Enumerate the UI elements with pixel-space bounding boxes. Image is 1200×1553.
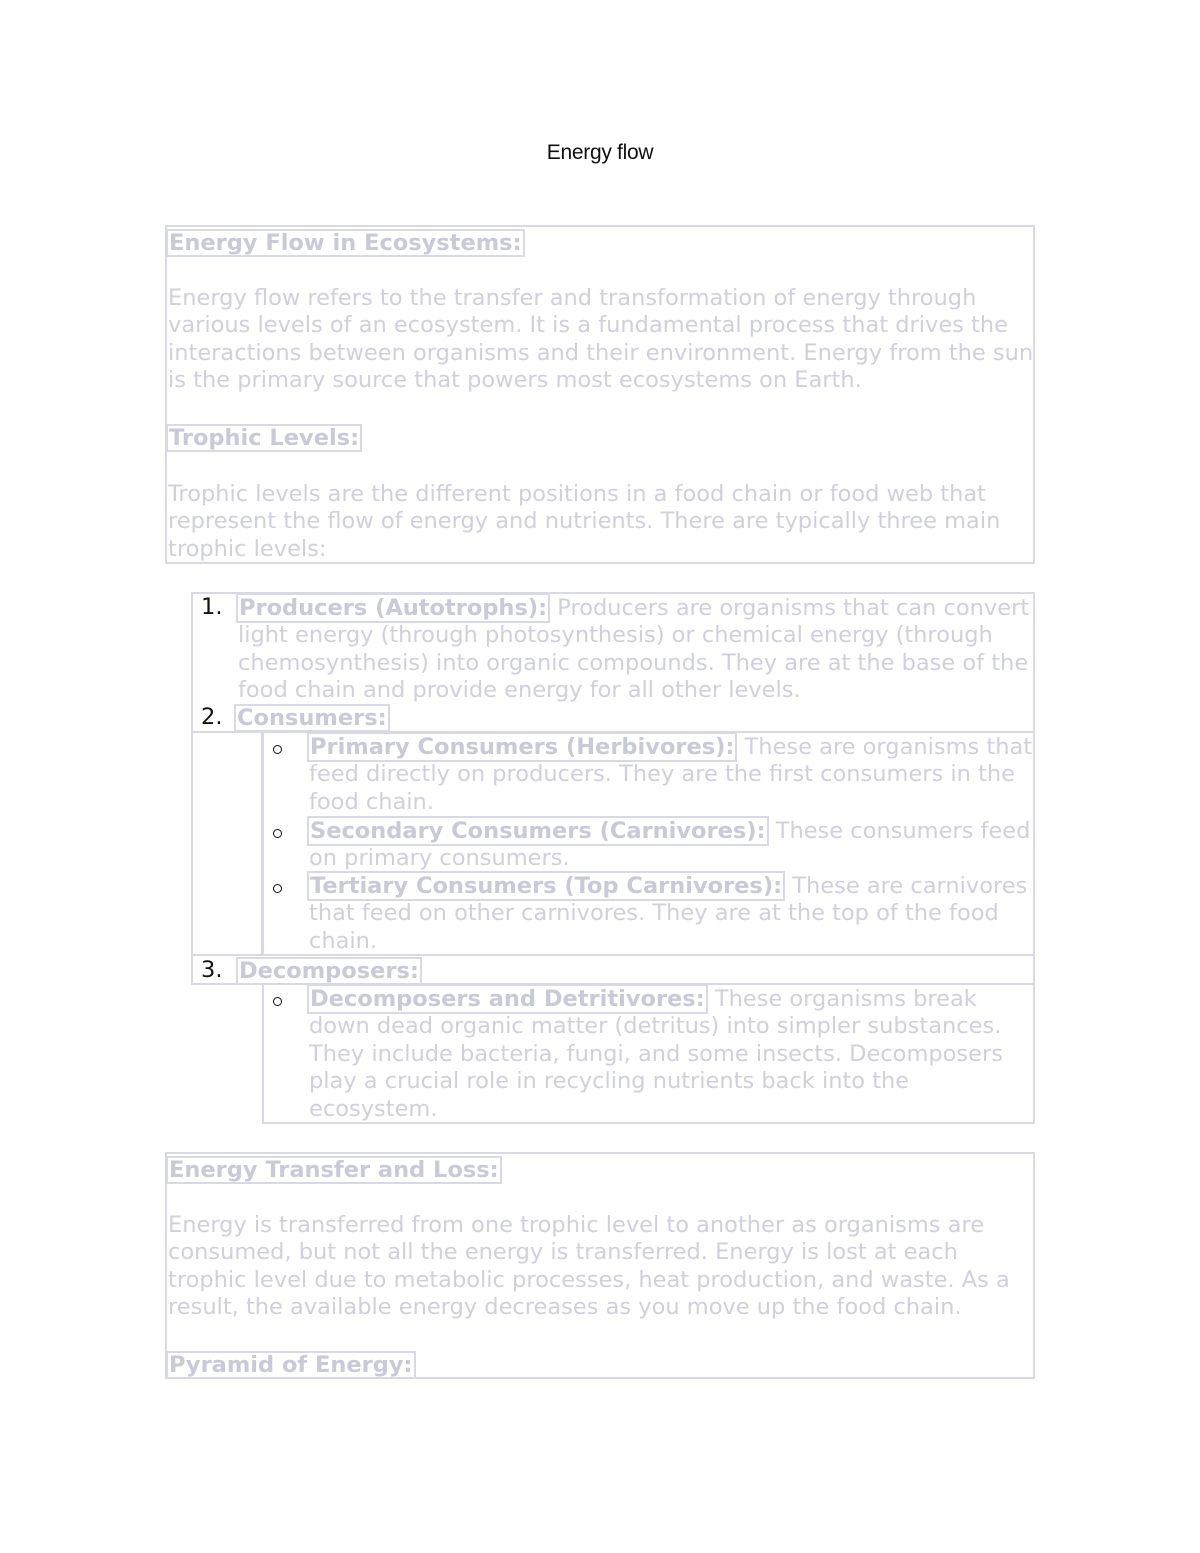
bullet-icon [273, 745, 282, 754]
sublist-text-tertiary: These are carnivores that feed on other carnivores. They are at the top of the food chain. [309, 873, 1028, 954]
bullet-icon [273, 829, 282, 838]
sublist-item-primary [309, 734, 1033, 816]
sublist-item-secondary [309, 818, 1033, 873]
list-label-producers: Producers (Autotrophs): [236, 593, 550, 623]
list-text-producers: Producers are organisms that can convert light energy (through photosynthesis) or chemical energy (through chemosynthesis) into organic compounds. They are at the base of the food chain and provide energy for all other levels. [238, 595, 1030, 704]
list-label-decomposers: Decomposers: [236, 957, 422, 985]
bullet-icon [273, 997, 282, 1006]
section-body-trophic-levels: Trophic levels are the different positions in a food chain or food web that represent the flow of energy and nutrients. There are typically three main trophic levels: [168, 481, 1001, 562]
sublist-text-primary: These are organisms that feed directly on producers. They are the first consumers in the food chain. [309, 734, 1033, 815]
decomposers-sublist [262, 983, 1035, 1124]
list-number-1: 1. [201, 594, 223, 620]
intro-block [165, 225, 1035, 564]
sublist-item-tertiary [309, 873, 1033, 955]
section-heading-pyramid: Pyramid of Energy: [166, 1351, 416, 1379]
sublist-text-decomposers: These organisms break down dead organic matter (detritus) into simpler substances. They include bacteria, fungi, and some insects. Decomposers play a crucial role in recycling nutrients back into the ecosystem. [309, 986, 1003, 1122]
sublist-item-decomposers [309, 986, 1033, 1123]
sublist-label-primary: Primary Consumers (Herbivores): [307, 732, 737, 762]
bullet-icon [273, 884, 282, 893]
list-number-3: 3. [201, 957, 223, 983]
list-item-producers-text [238, 595, 1038, 705]
sublist-label-decomposers: Decomposers and Detritivores: [307, 984, 708, 1014]
page-title: Energy flow [546, 141, 654, 164]
sublist-text-secondary: These consumers feed on primary consumers. [309, 818, 1031, 872]
section-heading-energy-transfer: Energy Transfer and Loss: [166, 1156, 502, 1184]
list-number-2: 2. [201, 704, 223, 730]
list-item-consumers [191, 731, 263, 956]
section-heading-trophic-levels: Trophic Levels: [166, 424, 362, 452]
section-body-energy-flow: Energy flow refers to the transfer and transformation of energy through various levels of an ecosystem. It is a fundamental process that drives the interactions between organisms and their environment. Energy from the sun is the primary source that powers most ecosystems on Earth. [168, 285, 1034, 394]
energy-transfer-block [165, 1152, 1035, 1379]
consumers-sublist [262, 731, 1035, 956]
section-heading-energy-flow: Energy Flow in Ecosystems: [166, 229, 525, 257]
list-item-decomposers [191, 954, 1035, 985]
sublist-label-tertiary: Tertiary Consumers (Top Carnivores): [307, 871, 785, 901]
list-label-consumers: Consumers: [234, 704, 390, 732]
section-body-energy-transfer: Energy is transferred from one trophic level to another as organisms are consumed, but not all the energy is transferred. Energy is lost at each trophic level due to metabolic processes, heat production, and waste. As a result, the available energy decreases as you move up the food chain. [168, 1212, 1010, 1321]
sublist-label-secondary: Secondary Consumers (Carnivores): [307, 816, 769, 846]
